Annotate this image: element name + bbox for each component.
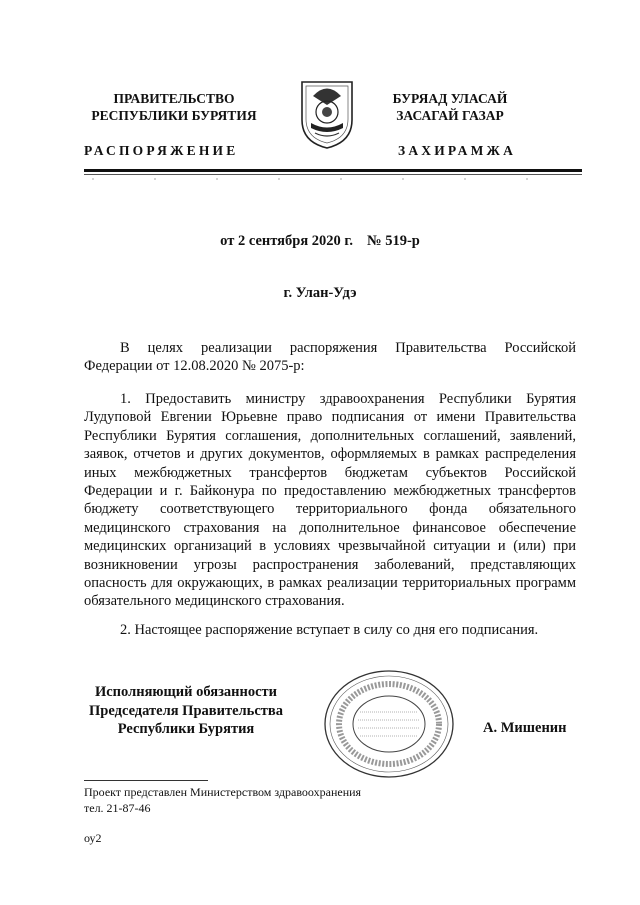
document-type-bua: ЗАХИРАМЖА — [398, 143, 517, 158]
signatory-name: А. Мишенин — [483, 720, 567, 736]
footer-code: оу2 — [84, 831, 102, 845]
footer-presented-by: Проект представлен Министерством здравоохранения — [84, 785, 362, 799]
government-name-ru — [78, 90, 270, 124]
footer-phone: тел. 21-87-46 — [84, 801, 151, 815]
coat-of-arms-icon — [298, 76, 356, 150]
gov-ru-line2: РЕСПУБЛИКИ БУРЯТИЯ — [91, 108, 257, 123]
gov-ru-line1: ПРАВИТЕЛЬСТВО — [113, 91, 235, 106]
official-seal-icon — [322, 668, 456, 780]
signatory-title-line1: Исполняющий обязанности — [94, 684, 278, 700]
paragraph-item-2: 2. Настоящее распоряжение вступает в силу со дня его подписания. — [120, 622, 539, 638]
document-number: № 519-р — [367, 233, 420, 249]
document-city: г. Улан-Удэ — [283, 285, 357, 301]
signatory-title-line2: Председателя Правительства — [89, 702, 283, 719]
signatory-title-line3: Республики Бурятия — [117, 721, 255, 737]
footnote-divider — [84, 780, 208, 781]
document-date: от 2 сентября 2020 г. — [220, 233, 353, 249]
document-type-ru: РАСПОРЯЖЕНИЕ — [84, 143, 239, 158]
header-dotted-line — [84, 176, 582, 182]
header-divider-thick — [84, 169, 582, 172]
government-name-bua — [370, 90, 530, 124]
document-date-line — [0, 233, 640, 250]
gov-bua-line2: ЗАСАГАЙ ГАЗАР — [396, 108, 504, 123]
header-divider-thin — [84, 174, 582, 175]
gov-bua-line1: БУРЯАД УЛАСАЙ — [392, 91, 508, 106]
signatory-title — [80, 683, 292, 739]
paragraph-intro: В целях реализации распоряжения Правительства Российской Федерации от 12.08.2020 № 2075-р: — [84, 340, 576, 375]
paragraph-item-1: 1. Предоставить министру здравоохранения Республики Бурятия Лудуповой Евгении Юрьевне право подписания от имени Правительства Республики Бурятия соглашения, дополнительных соглашений, заявлений, заявок, отчетов и других документов, оформляемых в рамках распределения иных межбюджетных трансфертов бюджетам субъектов Российской Федерации и г. Байконура по предоставлению межбюджетных трансфертов бюджету соответствующего территориального фонда обязательного медицинского страхования на дополнительное финансовое обеспечение медицинских организаций в условиях чрезвычайной ситуации и (или) при возникновении угрозы распространения заболеваний, представляющих опасность для окружающих, в рамках реализации территориальных программ обязательного медицинского страхования. — [84, 391, 576, 610]
